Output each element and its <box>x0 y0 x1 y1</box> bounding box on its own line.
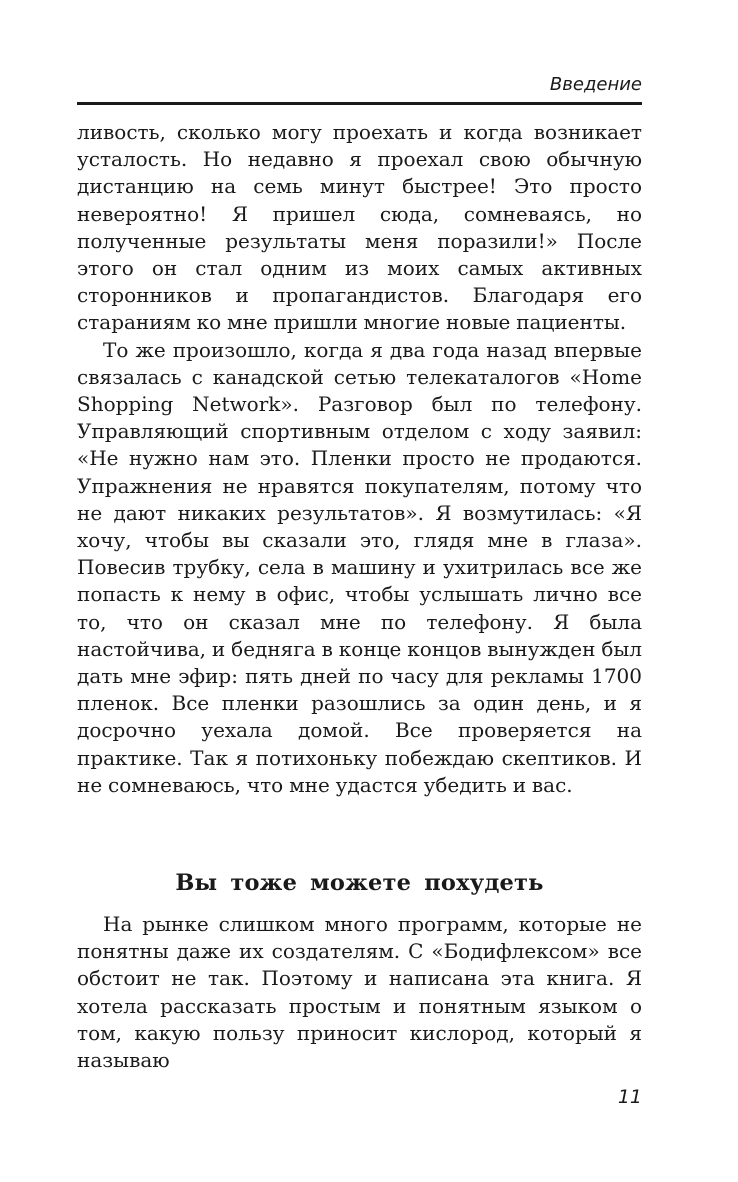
body-text-block <box>77 119 642 799</box>
header-rule <box>77 102 642 105</box>
paragraph: На рынке слишком много программ, которые не понятны даже их создателям. С «Бодифлексом» все обстоит не так. Поэтому и написана эта книга. Я хотела рассказать простым и понятным языком о том, какую пользу приносит кислород, который я называю <box>77 912 642 1073</box>
paragraph: То же произошло, когда я два года назад впервые связалась с канадской сетью телекаталогов «Home Shopping Network». Разговор был по телефону. Управляющий спортивным отделом с ходу заявил: «Не нужно нам это. Пленки просто не продаются. Упражнения не нравятся покупателям, потому что не дают никаких результатов». Я возмутилась: «Я хочу, чтобы вы сказали это, глядя мне в глаза». Повесив трубку, села в машину и ухитрилась все же попасть к нему в офис, чтобы услышать лично все то, что он сказал мне по телефону. Я была настойчива, и бедняга в конце концов вынужден был дать мне эфир: пять дней по часу для рекламы 1700 пленок. Все пленки разошлись за один день, и я досрочно уехала домой. Все проверяется на практике. Так я потихоньку побеждаю скептиков. И не сомневаюсь, что мне удастся убедить и вас. <box>77 337 642 797</box>
section-heading: Вы тоже можете похудеть <box>175 869 544 896</box>
paragraph-continued: ливость, сколько могу проехать и когда возникает усталость. Но недавно я проехал свою обычную дистанцию на семь минут быстрее! Это просто невероятно! Я пришел сюда, сомневаясь, но полученные результаты меня поразили!» После этого он стал одним из моих самых активных сторонников и пропагандистов. Благодаря его стараниям ко мне пришли многие новые пациенты. <box>77 120 642 335</box>
running-header: Введение <box>549 74 642 95</box>
page-number: 11 <box>617 1086 642 1108</box>
section-body <box>77 911 642 1074</box>
